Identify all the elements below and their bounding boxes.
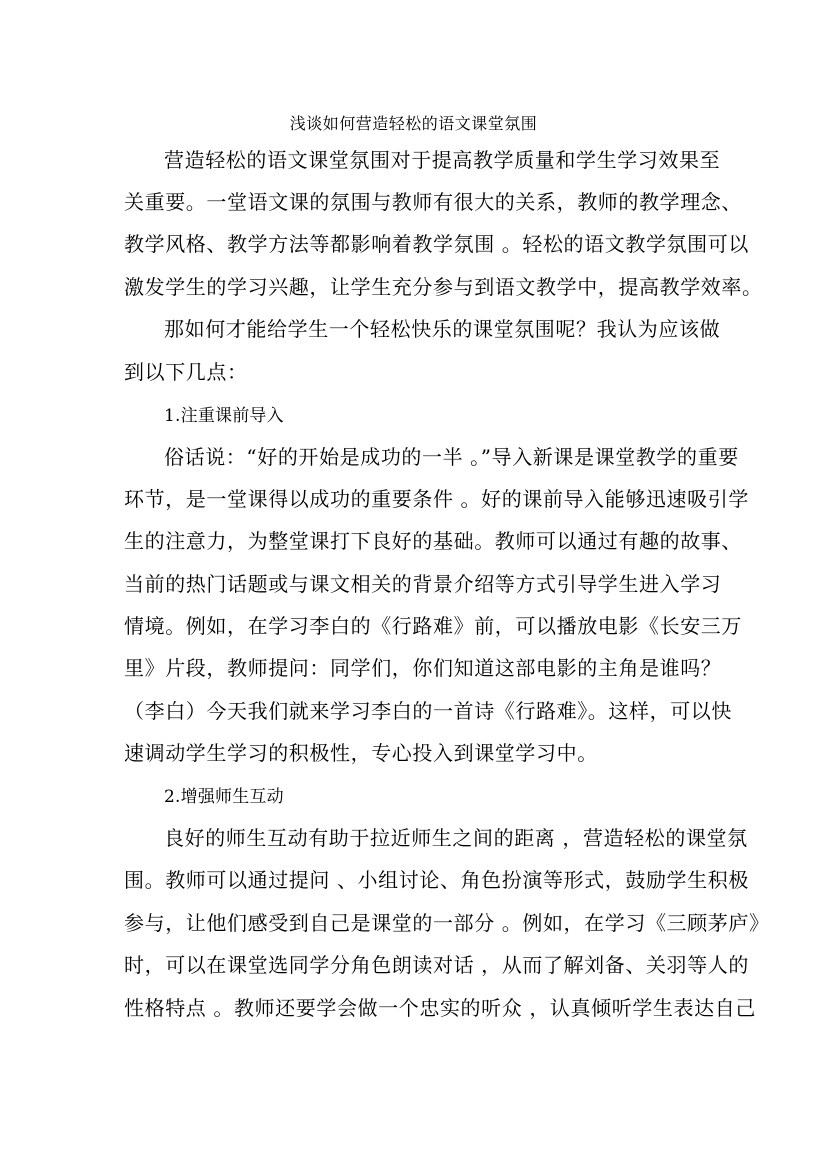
paragraph-line: 情境。例如，在学习李白的《行路难》前，可以播放电影《长安三万 bbox=[124, 614, 742, 638]
paragraph-line: 围。教师可以通过提问 、小组讨论、角色扮演等形式，鼓励学生积极 bbox=[124, 868, 749, 892]
section-heading-1: 1.注重课前导入 bbox=[164, 406, 284, 426]
paragraph-line: 俗话说：“好的开始是成功的一半 。”导入新课是课堂教学的重要 bbox=[164, 445, 739, 469]
section-heading-2: 2.增强师生互动 bbox=[164, 787, 284, 807]
paragraph-line: 营造轻松的语文课堂氛围对于提高教学质量和学生学习效果至 bbox=[164, 148, 721, 172]
paragraph-line: 环节，是一堂课得以成功的重要条件 。好的课前导入能够迅速吸引学 bbox=[124, 487, 749, 511]
paragraph-line: 速调动学生学习的积极性，专心投入到课堂学习中。 bbox=[124, 741, 598, 765]
paragraph-line: 激发学生的学习兴趣，让学生充分参与到语文教学中，提高教学效率。 bbox=[124, 275, 763, 299]
paragraph-line: 教学风格、教学方法等都影响着教学氛围 。轻松的语文教学氛围可以 bbox=[124, 232, 749, 256]
paragraph-line: 关重要。一堂语文课的氛围与教师有很大的关系，教师的教学理念、 bbox=[124, 190, 742, 214]
paragraph-line: 生的注意力，为整堂课打下良好的基础。教师可以通过有趣的故事、 bbox=[124, 529, 742, 553]
paragraph-line: 那如何才能给学生一个轻松快乐的课堂氛围呢？我认为应该做 bbox=[164, 317, 721, 341]
paragraph-line: 里》片段，教师提问：同学们，你们知道这部电影的主角是谁吗？ bbox=[124, 656, 722, 680]
document-title: 浅谈如何营造轻松的语文课堂氛围 bbox=[289, 114, 538, 133]
paragraph-line: 到以下几点： bbox=[124, 360, 248, 384]
paragraph-line: 当前的热门话题或与课文相关的背景介绍等方式引导学生进入学习 bbox=[124, 572, 722, 596]
paragraph-line: 良好的师生互动有助于拉近师生之间的距离 ，营造轻松的课堂氛 bbox=[164, 826, 748, 850]
paragraph-line: 参与，让他们感受到自己是课堂的一部分 。例如，在学习《三顾茅庐》 bbox=[124, 911, 770, 935]
paragraph-line: 时，可以在课堂选同学分角色朗读对话 ，从而了解刘备、关羽等人的 bbox=[124, 953, 749, 977]
paragraph-line: （李白）今天我们就来学习李白的一首诗《行路难》。这样，可以快 bbox=[124, 699, 732, 723]
paragraph-line: 性格特点 。教师还要学会做一个忠实的听众 ，认真倾听学生表达自己 bbox=[124, 996, 756, 1020]
